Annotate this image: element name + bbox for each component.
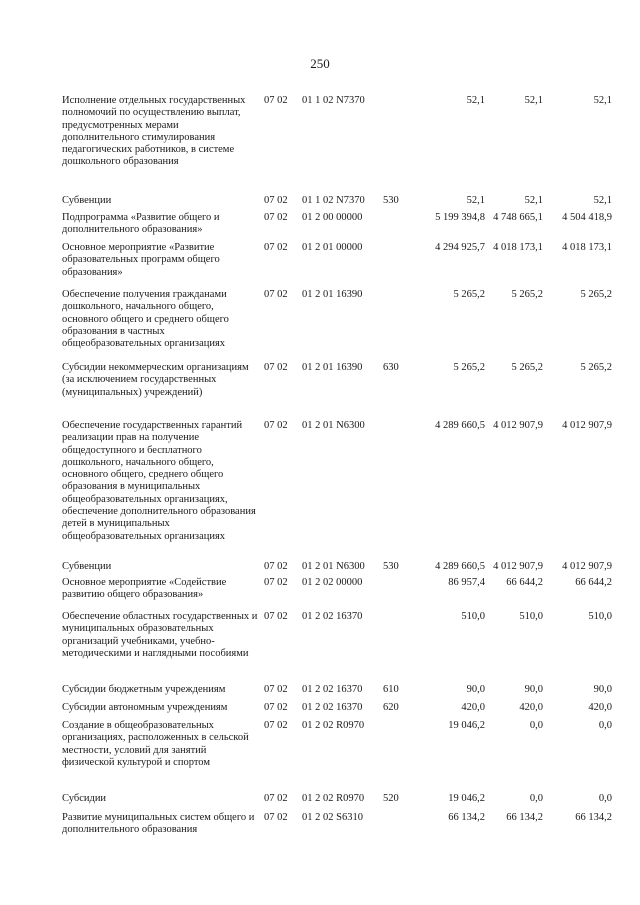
row-amount-year2: 0,0 — [529, 793, 543, 804]
row-amount-year3: 4 012 907,9 — [562, 420, 612, 431]
row-amount-year3: 4 018 173,1 — [562, 242, 612, 253]
row-name: Субсидии бюджетным учреждениям — [62, 684, 226, 695]
row-article: 01 2 02 R0970 — [302, 720, 365, 731]
row-section: 07 02 — [264, 684, 288, 695]
row-amount-year1: 4 289 660,5 — [435, 420, 485, 431]
row-amount-year2: 66 644,2 — [506, 577, 543, 588]
row-name: Обеспечение получения гражданами дошкольного, начального общего, основного общего и среднего общего образования в частных общеобразовательных организациях — [62, 289, 229, 350]
row-name: Развитие муниципальных систем общего и дополнительного образования — [62, 812, 255, 836]
row-section: 07 02 — [264, 195, 288, 206]
row-article: 01 2 01 16390 — [302, 362, 363, 373]
row-amount-year2: 5 265,2 — [511, 289, 543, 300]
row-amount-year2: 0,0 — [529, 720, 543, 731]
row-amount-year3: 52,1 — [593, 195, 612, 206]
row-amount-year1: 86 957,4 — [448, 577, 485, 588]
row-article: 01 2 02 S6310 — [302, 812, 363, 823]
row-section: 07 02 — [264, 561, 288, 572]
row-article: 01 2 02 16370 — [302, 611, 363, 622]
row-expense-type: 530 — [383, 195, 399, 206]
row-amount-year2: 52,1 — [524, 95, 543, 106]
row-name: Субсидии — [62, 793, 107, 804]
row-article: 01 2 02 00000 — [302, 577, 363, 588]
row-expense-type: 610 — [383, 684, 399, 695]
row-name: Основное мероприятие «Развитие образовательных программ общего образования» — [62, 242, 220, 278]
row-article: 01 2 00 00000 — [302, 212, 363, 223]
row-amount-year2: 510,0 — [519, 611, 543, 622]
row-amount-year2: 5 265,2 — [511, 362, 543, 373]
row-amount-year1: 420,0 — [461, 702, 485, 713]
row-section: 07 02 — [264, 362, 288, 373]
row-name: Основное мероприятие «Содействие развитию общего образования» — [62, 577, 227, 601]
row-amount-year2: 90,0 — [524, 684, 543, 695]
row-name: Субсидии некоммерческим организациям (за исключением государственных (муниципальных) учреждений) — [62, 362, 249, 398]
row-article: 01 1 02 N7370 — [302, 95, 365, 106]
row-section: 07 02 — [264, 289, 288, 300]
row-amount-year3: 420,0 — [588, 702, 612, 713]
row-section: 07 02 — [264, 720, 288, 731]
row-name: Подпрограмма «Развитие общего и дополнительного образования» — [62, 212, 220, 236]
row-article: 01 2 02 16370 — [302, 702, 363, 713]
row-amount-year1: 52,1 — [466, 195, 485, 206]
row-name: Исполнение отдельных государственных полномочий по осуществлению выплат, предусмотренных мерами дополнительного стимулирования педагогических работников, в системе дошкольного образования — [62, 95, 246, 168]
row-amount-year1: 19 046,2 — [448, 720, 485, 731]
row-amount-year2: 420,0 — [519, 702, 543, 713]
row-name: Обеспечение государственных гарантий реализации прав на получение общедоступного и бесплатного дошкольного, начального общего, основного общего, среднего общего образования в муниципальных общеобразовательных организациях, обеспечение дополнительного образования детей в муниципальных общеобразовательных организациях — [62, 420, 256, 542]
row-amount-year3: 5 265,2 — [580, 362, 612, 373]
row-section: 07 02 — [264, 793, 288, 804]
row-amount-year1: 5 199 394,8 — [435, 212, 485, 223]
row-amount-year3: 5 265,2 — [580, 289, 612, 300]
row-expense-type: 530 — [383, 561, 399, 572]
row-amount-year1: 19 046,2 — [448, 793, 485, 804]
row-name: Обеспечение областных государственных и муниципальных образовательных организаций учебниками, учебно-методическими и наглядными пособиями — [62, 611, 258, 659]
row-amount-year3: 66 134,2 — [575, 812, 612, 823]
row-expense-type: 520 — [383, 793, 399, 804]
row-section: 07 02 — [264, 420, 288, 431]
row-article: 01 1 02 N7370 — [302, 195, 365, 206]
row-article: 01 2 01 N6300 — [302, 420, 365, 431]
row-section: 07 02 — [264, 95, 288, 106]
row-amount-year1: 90,0 — [466, 684, 485, 695]
row-amount-year1: 510,0 — [461, 611, 485, 622]
row-amount-year3: 4 504 418,9 — [562, 212, 612, 223]
row-amount-year2: 4 012 907,9 — [493, 561, 543, 572]
row-name: Создание в общеобразовательных организациях, расположенных в сельской местности, условий для занятий физической культурой и спортом — [62, 720, 249, 768]
row-article: 01 2 01 00000 — [302, 242, 363, 253]
row-amount-year1: 52,1 — [466, 95, 485, 106]
row-amount-year1: 5 265,2 — [453, 289, 485, 300]
row-amount-year1: 5 265,2 — [453, 362, 485, 373]
page-number: 250 — [310, 56, 330, 71]
row-article: 01 2 02 16370 — [302, 684, 363, 695]
row-amount-year3: 66 644,2 — [575, 577, 612, 588]
row-amount-year1: 66 134,2 — [448, 812, 485, 823]
row-amount-year2: 4 012 907,9 — [493, 420, 543, 431]
row-amount-year1: 4 294 925,7 — [435, 242, 485, 253]
row-amount-year2: 52,1 — [524, 195, 543, 206]
row-amount-year3: 510,0 — [588, 611, 612, 622]
row-article: 01 2 01 16390 — [302, 289, 363, 300]
row-expense-type: 630 — [383, 362, 399, 373]
row-section: 07 02 — [264, 212, 288, 223]
row-amount-year3: 90,0 — [593, 684, 612, 695]
row-name: Субвенции — [62, 561, 112, 572]
row-expense-type: 620 — [383, 702, 399, 713]
row-section: 07 02 — [264, 702, 288, 713]
row-amount-year1: 4 289 660,5 — [435, 561, 485, 572]
row-amount-year3: 0,0 — [598, 793, 612, 804]
row-amount-year3: 4 012 907,9 — [562, 561, 612, 572]
row-article: 01 2 02 R0970 — [302, 793, 365, 804]
row-section: 07 02 — [264, 242, 288, 253]
row-name: Субвенции — [62, 195, 112, 206]
row-section: 07 02 — [264, 812, 288, 823]
row-name: Субсидии автономным учреждениям — [62, 702, 228, 713]
row-amount-year3: 52,1 — [593, 95, 612, 106]
row-amount-year3: 0,0 — [598, 720, 612, 731]
row-amount-year2: 4 748 665,1 — [493, 212, 543, 223]
row-section: 07 02 — [264, 577, 288, 588]
row-section: 07 02 — [264, 611, 288, 622]
row-amount-year2: 66 134,2 — [506, 812, 543, 823]
row-article: 01 2 01 N6300 — [302, 561, 365, 572]
row-amount-year2: 4 018 173,1 — [493, 242, 543, 253]
